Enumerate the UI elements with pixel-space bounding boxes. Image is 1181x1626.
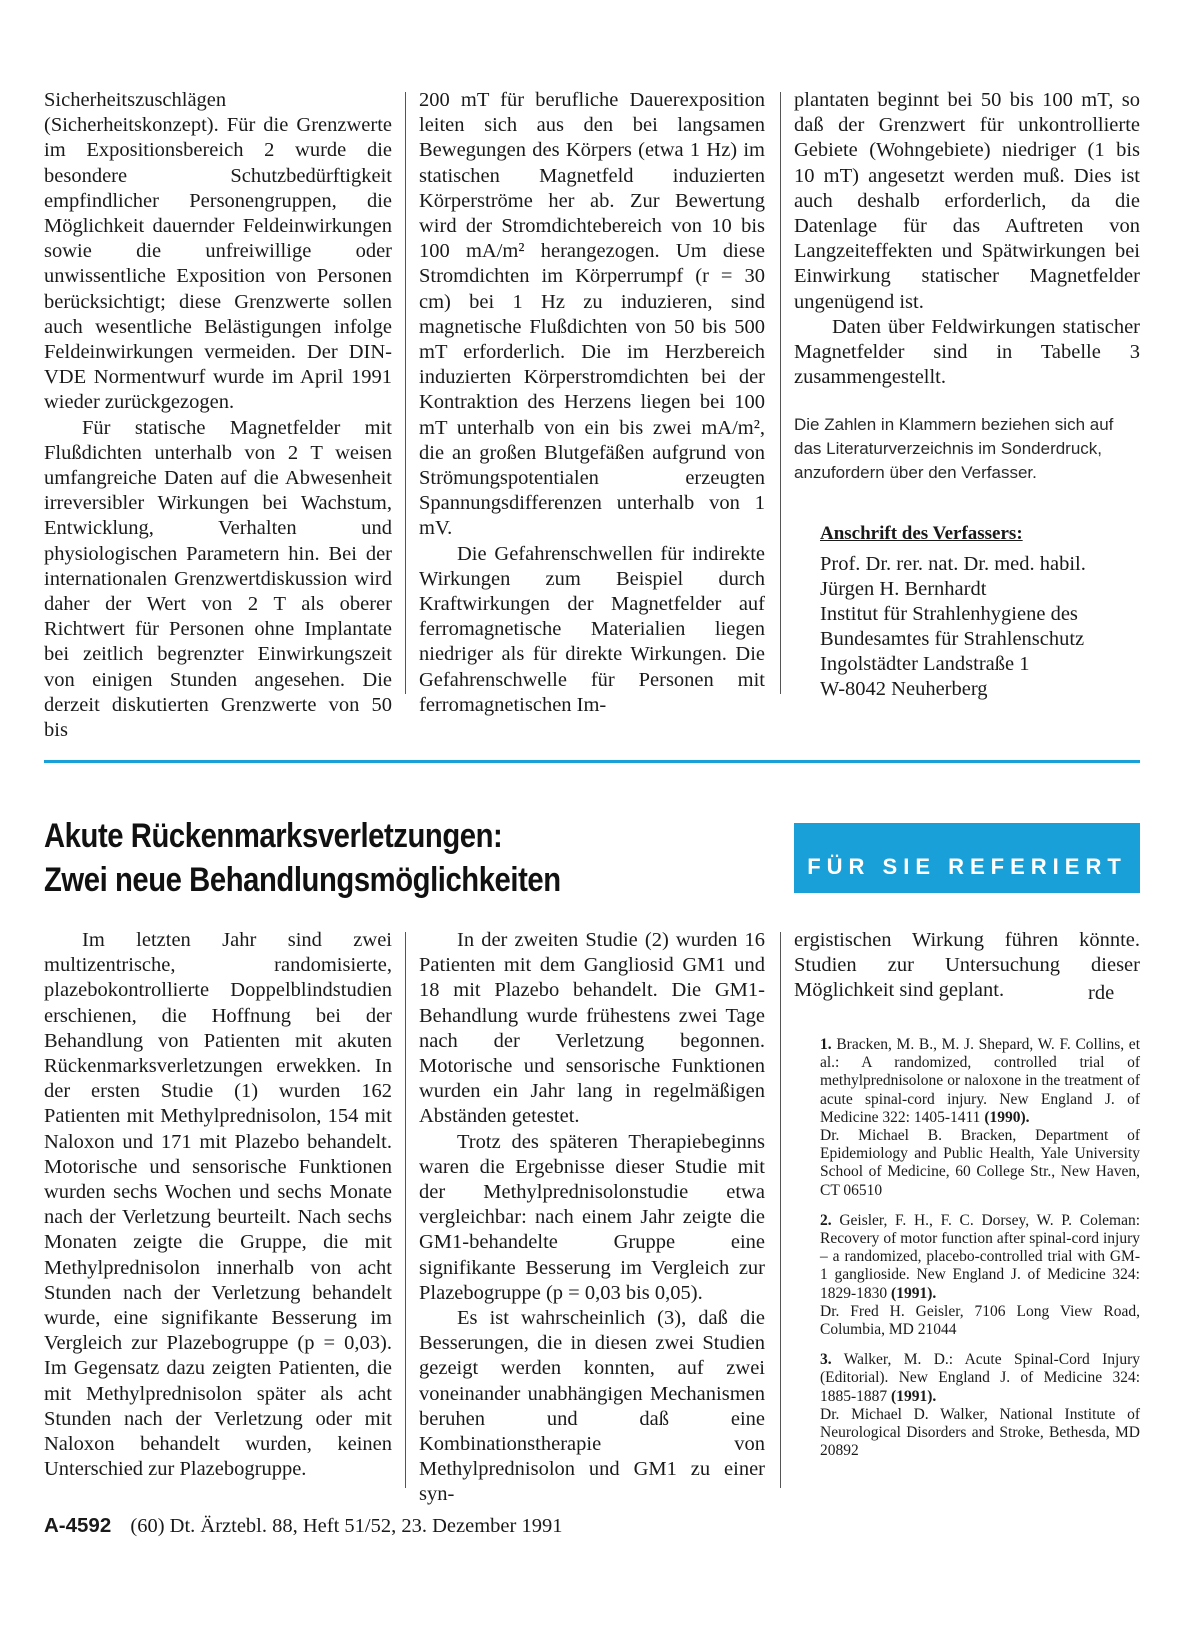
reference-contact: Dr. Michael D. Walker, National Institute of Neurological Disorders and Stroke, Bethesda, MD 20892 [820, 1405, 1140, 1460]
bottom-article-column-2 [419, 928, 765, 1508]
column-divider [405, 92, 406, 694]
column-divider [780, 92, 781, 694]
top-article-column-1 [44, 88, 392, 743]
address-line: Institut für Strahlenhygiene des [820, 603, 1078, 625]
paragraph: 200 mT für berufliche Dauerexposition leiten sich aus den bei langsamen Bewegungen des Körpers (etwa 1 Hz) im statischen Magnetfeld induzierten Körperströme her ab. Zur Bewertung wird der Stromdichtebereich von 10 bis 100 mA/m² herangezogen. Um diese Stromdichten im Körperrumpf (r = 30 cm) bei 1 Hz zu induzieren, sind magnetische Flußdichten von 50 bis 500 mT erforderlich. Die im Herzbereich induzierten Körperstromdichten bei der Kontraktion des Herzens liegen bei 100 mT unterhalb von ein bis zwei mA/m², die an großen Blutgefäßen aufgrund von Strömungspotentialen erzeugten Spannungsdifferenzen unterhalb von 1 mV. [419, 89, 765, 540]
reference-item [820, 1036, 1140, 1200]
address-line: Ingolstädter Landstraße 1 [820, 653, 1030, 675]
column-divider [780, 932, 781, 1488]
reference-number: 3. [820, 1351, 832, 1369]
reference-number: 2. [820, 1211, 832, 1229]
reference-text: Walker, M. D.: Acute Spinal-Cord Injury (Editorial). New England J. of Medicine 324: 1885-1887 [820, 1351, 1140, 1405]
paragraph: Daten über Feldwirkungen statischer Magnetfelder sind in Tabelle 3 zusammengestellt. [794, 315, 1140, 389]
column-divider [405, 932, 406, 1488]
address-line: Prof. Dr. rer. nat. Dr. med. habil. [820, 553, 1086, 575]
reference-text: Geisler, F. H., F. C. Dorsey, W. P. Coleman: Recovery of motor function after spinal-cord injury – a randomized, placebo-controlled trial with GM-1 ganglioside. New England J. of Medicine 324: 1829-1830 [820, 1211, 1141, 1302]
author-address [820, 521, 1150, 702]
address-heading: Anschrift des Verfassers: [820, 523, 1023, 544]
reference-list [820, 1036, 1140, 1472]
paragraph: Sicherheitszuschlägen (Sicherheitskonzept). Für die Grenzwerte im Expositionsbereich 2 wurde die besondere Schutzbedürftigkeit empfindlicher Personengruppen, die Möglichkeit dauernder Feldeinwirkungen sowie die unfreiwillige oder unwissentliche Exposition von Personen berücksichtigt; diese Grenzwerte sollen auch wesentliche Belästigungen infolge Feldeinwirkungen vermeiden. Der DIN-VDE Normentwurf wurde im April 1991 wieder zurückgezogen. [44, 89, 392, 414]
reference-year: (1991). [891, 1284, 937, 1302]
reference-contact: Dr. Michael B. Bracken, Department of Epidemiology and Public Health, Yale University School of Medicine, 60 College Str., New Haven, CT 06510 [820, 1127, 1140, 1199]
reference-text: Bracken, M. B., M. J. Shepard, W. F. Collins, et al.: A randomized, controlled trial of methylprednisolone or naloxone in the treatment of acute spinal-cord injury. New England J. of Medicine 322: 1405-1411 [820, 1036, 1140, 1126]
paragraph: Für statische Magnetfelder mit Flußdichten unterhalb von 2 T weisen umfangreiche Daten auf die Abwesenheit irreversibler Wirkungen bei Wachstum, Entwicklung, Verhalten und physiologischen Parametern hin. Bei der internationalen Grenzwertdiskussion wird daher der Wert von 2 T als oberer Richtwert für Personen ohne Implantate bei zeitlich begrenzter Einwirkungszeit von einigen Stunden angesehen. Die derzeit diskutierten Grenzwerte von 50 bis [44, 416, 392, 742]
paragraph: Trotz des späteren Therapiebeginns waren die Ergebnisse dieser Studie mit der Methylprednisolonstudie etwa vergleichbar: nach einem Jahr zeigte die GM1-behandelte Gruppe eine signifikante Besserung im Vergleich zur Plazebogruppe (p = 0,03 bis 0,05). [419, 1130, 765, 1304]
paragraph: Die Gefahrenschwellen für indirekte Wirkungen zum Beispiel durch Kraftwirkungen der Magnetfelder auf ferromagnetische Materialien liegen niedriger als für direkte Wirkungen. Die Gefahrenschwelle für Personen mit ferromagnetischen Im- [419, 542, 765, 716]
paragraph: plantaten beginnt bei 50 bis 100 mT, so daß der Grenzwert für unkontrollierte Gebiete (Wohngebiete) niedriger (1 bis 10 mT) angesetzt werden muß. Dies ist auch deshalb erforderlich, da die Datenlage für das Auftreten von Langzeiteffekten und Spätwirkungen bei Einwirkung statischer Magnetfelder ungenügend ist. [794, 89, 1140, 313]
paragraph: Im letzten Jahr sind zwei multizentrische, randomisierte, plazebokontrollierte Doppelblindstudien erschienen, die Hoffnung bei der Behandlung von Patienten mit akuten Rückenmarksverletzungen erwekken. In der ersten Studie (1) wurden 162 Patienten mit Methylprednisolon, 154 mit Naloxon und 171 mit Plazebo behandelt. Motorische und sensorische Funktionen wurden sechs Wochen und sechs Monate nach der Verletzung beurteilt. Nach sechs Monaten zeigte die Gruppe, die mit Methylprednisolon innerhalb von acht Stunden nach der Verletzung behandelt wurde, eine signifikante Besserung im Vergleich zur Plazebogruppe (p = 0,03). Im Gegensatz dazu zeigten Patienten, die mit Methylprednisolon später als acht Stunden nach der Verletzung oder mit Naloxon behandelt wurden, keinen Unterschied zur Plazebogruppe. [44, 929, 392, 1481]
author-signature: rde [1088, 982, 1115, 1004]
headline-line-1: Akute Rückenmarksverletzungen: [44, 817, 503, 855]
section-badge: FÜR SIE REFERIERT [794, 823, 1140, 893]
paragraph: ergistischen Wirkung führen könnte. Studien zur Untersuchung dieser Möglichkeit sind geplant. [794, 929, 1140, 1002]
top-article-column-2 [419, 88, 765, 718]
literature-note: Die Zahlen in Klammern beziehen sich auf das Literaturverzeichnis im Sonderdruck, anzufordern über den Verfasser. [794, 415, 1114, 482]
section-divider [44, 760, 1140, 763]
address-line: Jürgen H. Bernhardt [820, 578, 987, 600]
journal-citation: (60) Dt. Ärztebl. 88, Heft 51/52, 23. Dezember 1991 [130, 1515, 563, 1537]
reference-year: (1991). [891, 1387, 937, 1405]
reference-year: (1990). [984, 1108, 1030, 1126]
bottom-article-column-1 [44, 928, 392, 1482]
reference-number: 1. [820, 1036, 832, 1053]
reference-item [820, 1212, 1140, 1339]
top-article-column-3 [794, 88, 1140, 390]
page-footer [44, 1514, 562, 1538]
address-line: W-8042 Neuherberg [820, 678, 988, 700]
reference-contact: Dr. Fred H. Geisler, 7106 Long View Road, Columbia, MD 21044 [820, 1302, 1140, 1339]
page-code: A-4592 [44, 1514, 112, 1537]
article-headline [44, 814, 663, 902]
paragraph: In der zweiten Studie (2) wurden 16 Patienten mit dem Gangliosid GM1 und 18 mit Plazebo behandelt. Die GM1-Behandlung wurde frühestens zwei Tage nach der Verletzung begonnen. Motorische und sensorische Funktionen wurden ein Jahr lang in regelmäßigen Abständen getestet. [419, 929, 765, 1128]
address-line: Bundesamtes für Strahlenschutz [820, 628, 1085, 650]
reference-item [820, 1351, 1140, 1460]
paragraph: Es ist wahrscheinlich (3), daß die Besserungen, die in diesen zwei Studien gezeigt werden konnten, auf zwei voneinander unabhängigen Mechanismen beruhen und daß eine Kombinationstherapie von Methylprednisolon und GM1 zu einer syn- [419, 1307, 765, 1506]
headline-line-2: Zwei neue Behandlungsmöglichkeiten [44, 861, 561, 899]
